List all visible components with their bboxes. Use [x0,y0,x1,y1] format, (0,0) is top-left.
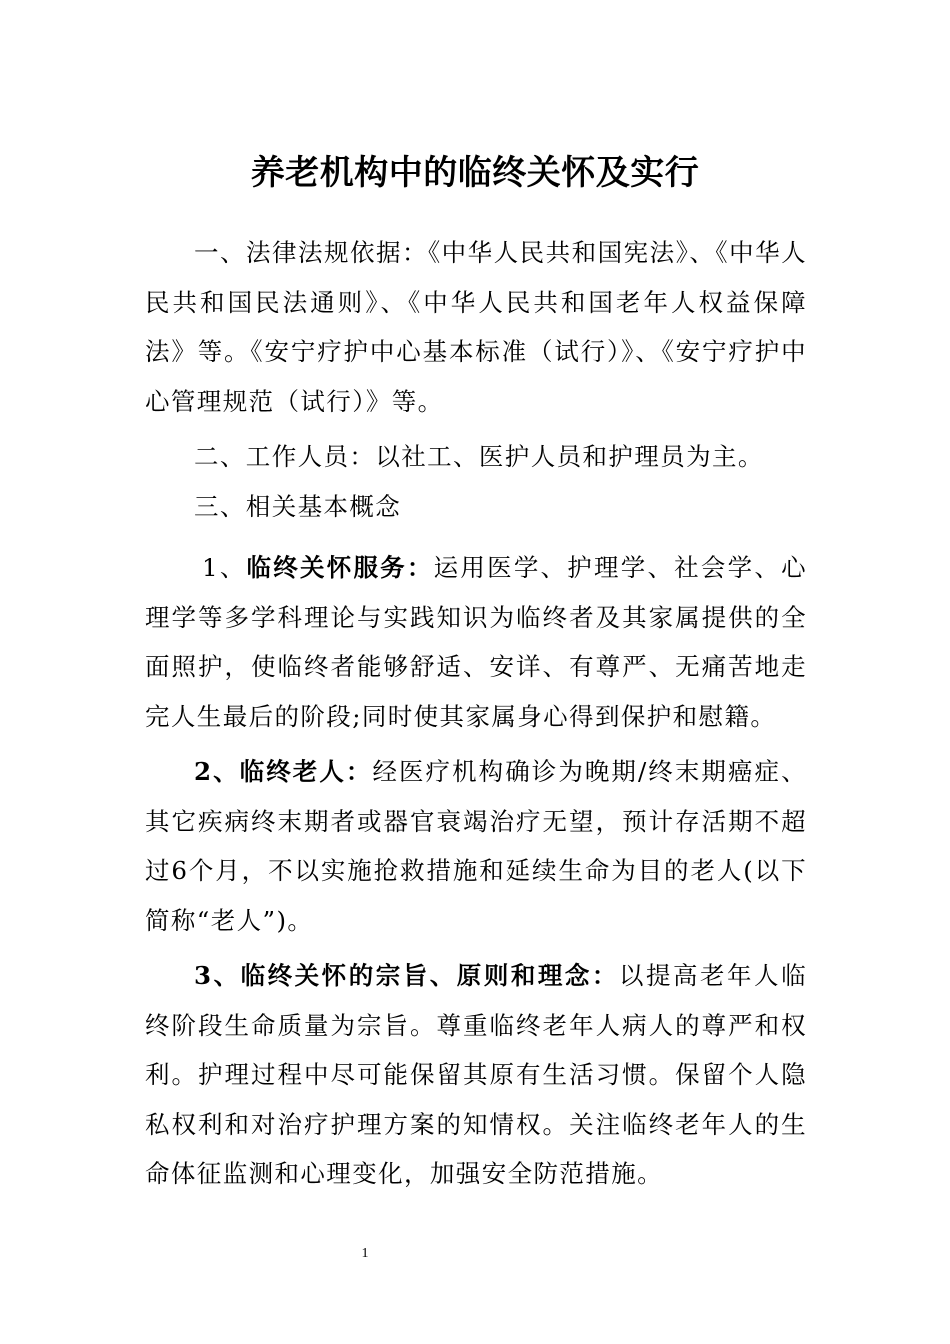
page-title: 养老机构中的临终关怀及实行 [250,152,700,193]
heading-legal-basis: 一、法律法规依据： [194,238,428,267]
number-hospice-service: 1、 [202,553,247,582]
text-staff: 以社工、医护人员和护理员为主。 [375,442,764,471]
page-number: 1 [361,1246,369,1261]
heading-terminal-elderly: 2、临终老人： [194,757,373,786]
paragraph-legal-basis [145,228,807,426]
heading-purpose-principles: 3、临终关怀的宗旨、原则和理念： [194,961,619,990]
paragraph-terminal-elderly [145,747,807,945]
heading-staff: 二、工作人员： [194,442,376,471]
text-legal-basis: 《中华人民共和国宪法》、《中华人民共和国民法通则》、《中华人民共和国老年人权益保障法》等。《安宁疗护中心基本标准（试行）》、《安宁疗护中心管理规范（试行）》等。 [145,238,807,416]
paragraph-basic-concepts [145,482,807,532]
text-purpose-principles: 以提高老年人临终阶段生命质量为宗旨。尊重临终老年人病人的尊严和权利。护理过程中尽可能保留其原有生活习惯。保留个人隐私权利和对治疗护理方案的知情权。关注临终老年人的生命体征监测和心理变化，加强安全防范措施。 [145,961,807,1188]
document-body [145,228,807,1199]
heading-hospice-service: 临终关怀服务： [246,553,434,582]
paragraph-purpose-principles [145,951,807,1199]
text-hospice-service: 运用医学、护理学、社会学、心理学等多学科理论与实践知识为临终者及其家属提供的全面照护，使临终者能够舒适、安详、有尊严、无痛苦地走完人生最后的阶段;同时使其家属身心得到保护和慰籍。 [145,553,807,731]
paragraph-hospice-service [145,543,807,741]
paragraph-staff [145,432,807,482]
text-terminal-elderly: 经医疗机构确诊为晚期/终末期癌症、其它疾病终末期者或器官衰竭治疗无望，预计存活期不超过6个月，不以实施抢救措施和延续生命为目的老人(以下简称“老人”)。 [145,757,807,935]
heading-basic-concepts: 三、相关基本概念 [194,491,402,521]
